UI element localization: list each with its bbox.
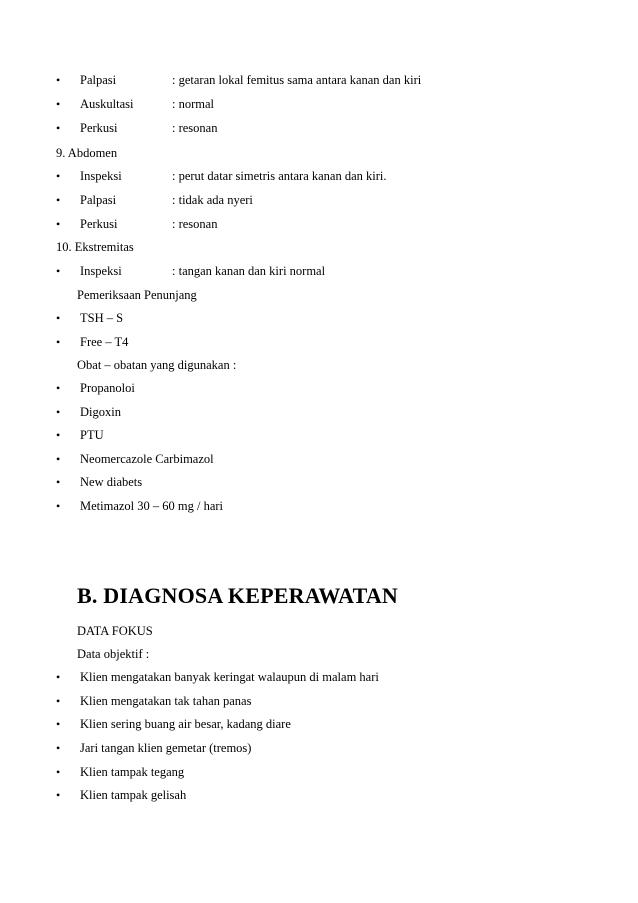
bullet-icon: • (56, 381, 61, 395)
exam-label: Perkusi (80, 217, 118, 231)
bullet-icon: • (56, 217, 61, 231)
section-title: 9. Abdomen (56, 146, 118, 160)
list-item-text: Klien sering buang air besar, kadang diare (80, 717, 291, 731)
data-objektif-title: Data objektif : (77, 647, 150, 661)
bullet-icon: • (56, 335, 61, 349)
bullet-icon: • (56, 717, 61, 731)
list-item-text: Metimazol 30 – 60 mg / hari (80, 499, 224, 513)
bullet-icon: • (56, 264, 61, 278)
bullet-icon: • (56, 311, 61, 325)
bullet-icon: • (56, 475, 61, 489)
list-item-text: Klien tampak tegang (80, 765, 185, 779)
exam-value: : getaran lokal femitus sama antara kanan dan kiri (172, 73, 422, 87)
penunjang-title: Pemeriksaan Penunjang (77, 288, 197, 302)
exam-label: Palpasi (80, 73, 117, 87)
bullet-icon: • (56, 670, 61, 684)
list-item-text: New diabets (80, 475, 143, 489)
bullet-icon: • (56, 97, 61, 111)
list-item-text: Digoxin (80, 405, 121, 419)
list-item-text: PTU (80, 428, 104, 442)
data-fokus-title: DATA FOKUS (77, 624, 153, 638)
bullet-icon: • (56, 428, 61, 442)
exam-label: Inspeksi (80, 169, 122, 183)
bullet-icon: • (56, 193, 61, 207)
exam-value: : perut datar simetris antara kanan dan kiri. (172, 169, 387, 183)
list-item-text: Klien mengatakan banyak keringat walaupun di malam hari (80, 670, 379, 684)
list-item-text: Jari tangan klien gemetar (tremos) (80, 741, 252, 755)
list-item-text: Klien tampak gelisah (80, 788, 187, 802)
exam-label: Auskultasi (80, 97, 134, 111)
exam-label: Inspeksi (80, 264, 122, 278)
exam-label: Palpasi (80, 193, 117, 207)
list-item-text: Klien mengatakan tak tahan panas (80, 694, 252, 708)
section-title: 10. Ekstremitas (56, 240, 134, 254)
bullet-icon: • (56, 452, 61, 466)
list-item-text: TSH – S (80, 311, 124, 325)
bullet-icon: • (56, 169, 61, 183)
bullet-icon: • (56, 73, 61, 87)
exam-value: : resonan (172, 217, 218, 231)
obat-title: Obat – obatan yang digunakan : (77, 358, 237, 372)
bullet-icon: • (56, 121, 61, 135)
exam-value: : normal (172, 97, 215, 111)
exam-label: Perkusi (80, 121, 118, 135)
exam-value: : resonan (172, 121, 218, 135)
list-item-text: Free – T4 (80, 335, 129, 349)
list-item-text: Neomercazole Carbimazol (80, 452, 214, 466)
bullet-icon: • (56, 499, 61, 513)
section-heading-diagnosa: B. DIAGNOSA KEPERAWATAN (77, 583, 399, 608)
exam-value: : tidak ada nyeri (172, 193, 253, 207)
bullet-icon: • (56, 694, 61, 708)
exam-value: : tangan kanan dan kiri normal (172, 264, 326, 278)
list-item-text: Propanoloi (80, 381, 135, 395)
bullet-icon: • (56, 765, 61, 779)
bullet-icon: • (56, 405, 61, 419)
bullet-icon: • (56, 741, 61, 755)
bullet-icon: • (56, 788, 61, 802)
